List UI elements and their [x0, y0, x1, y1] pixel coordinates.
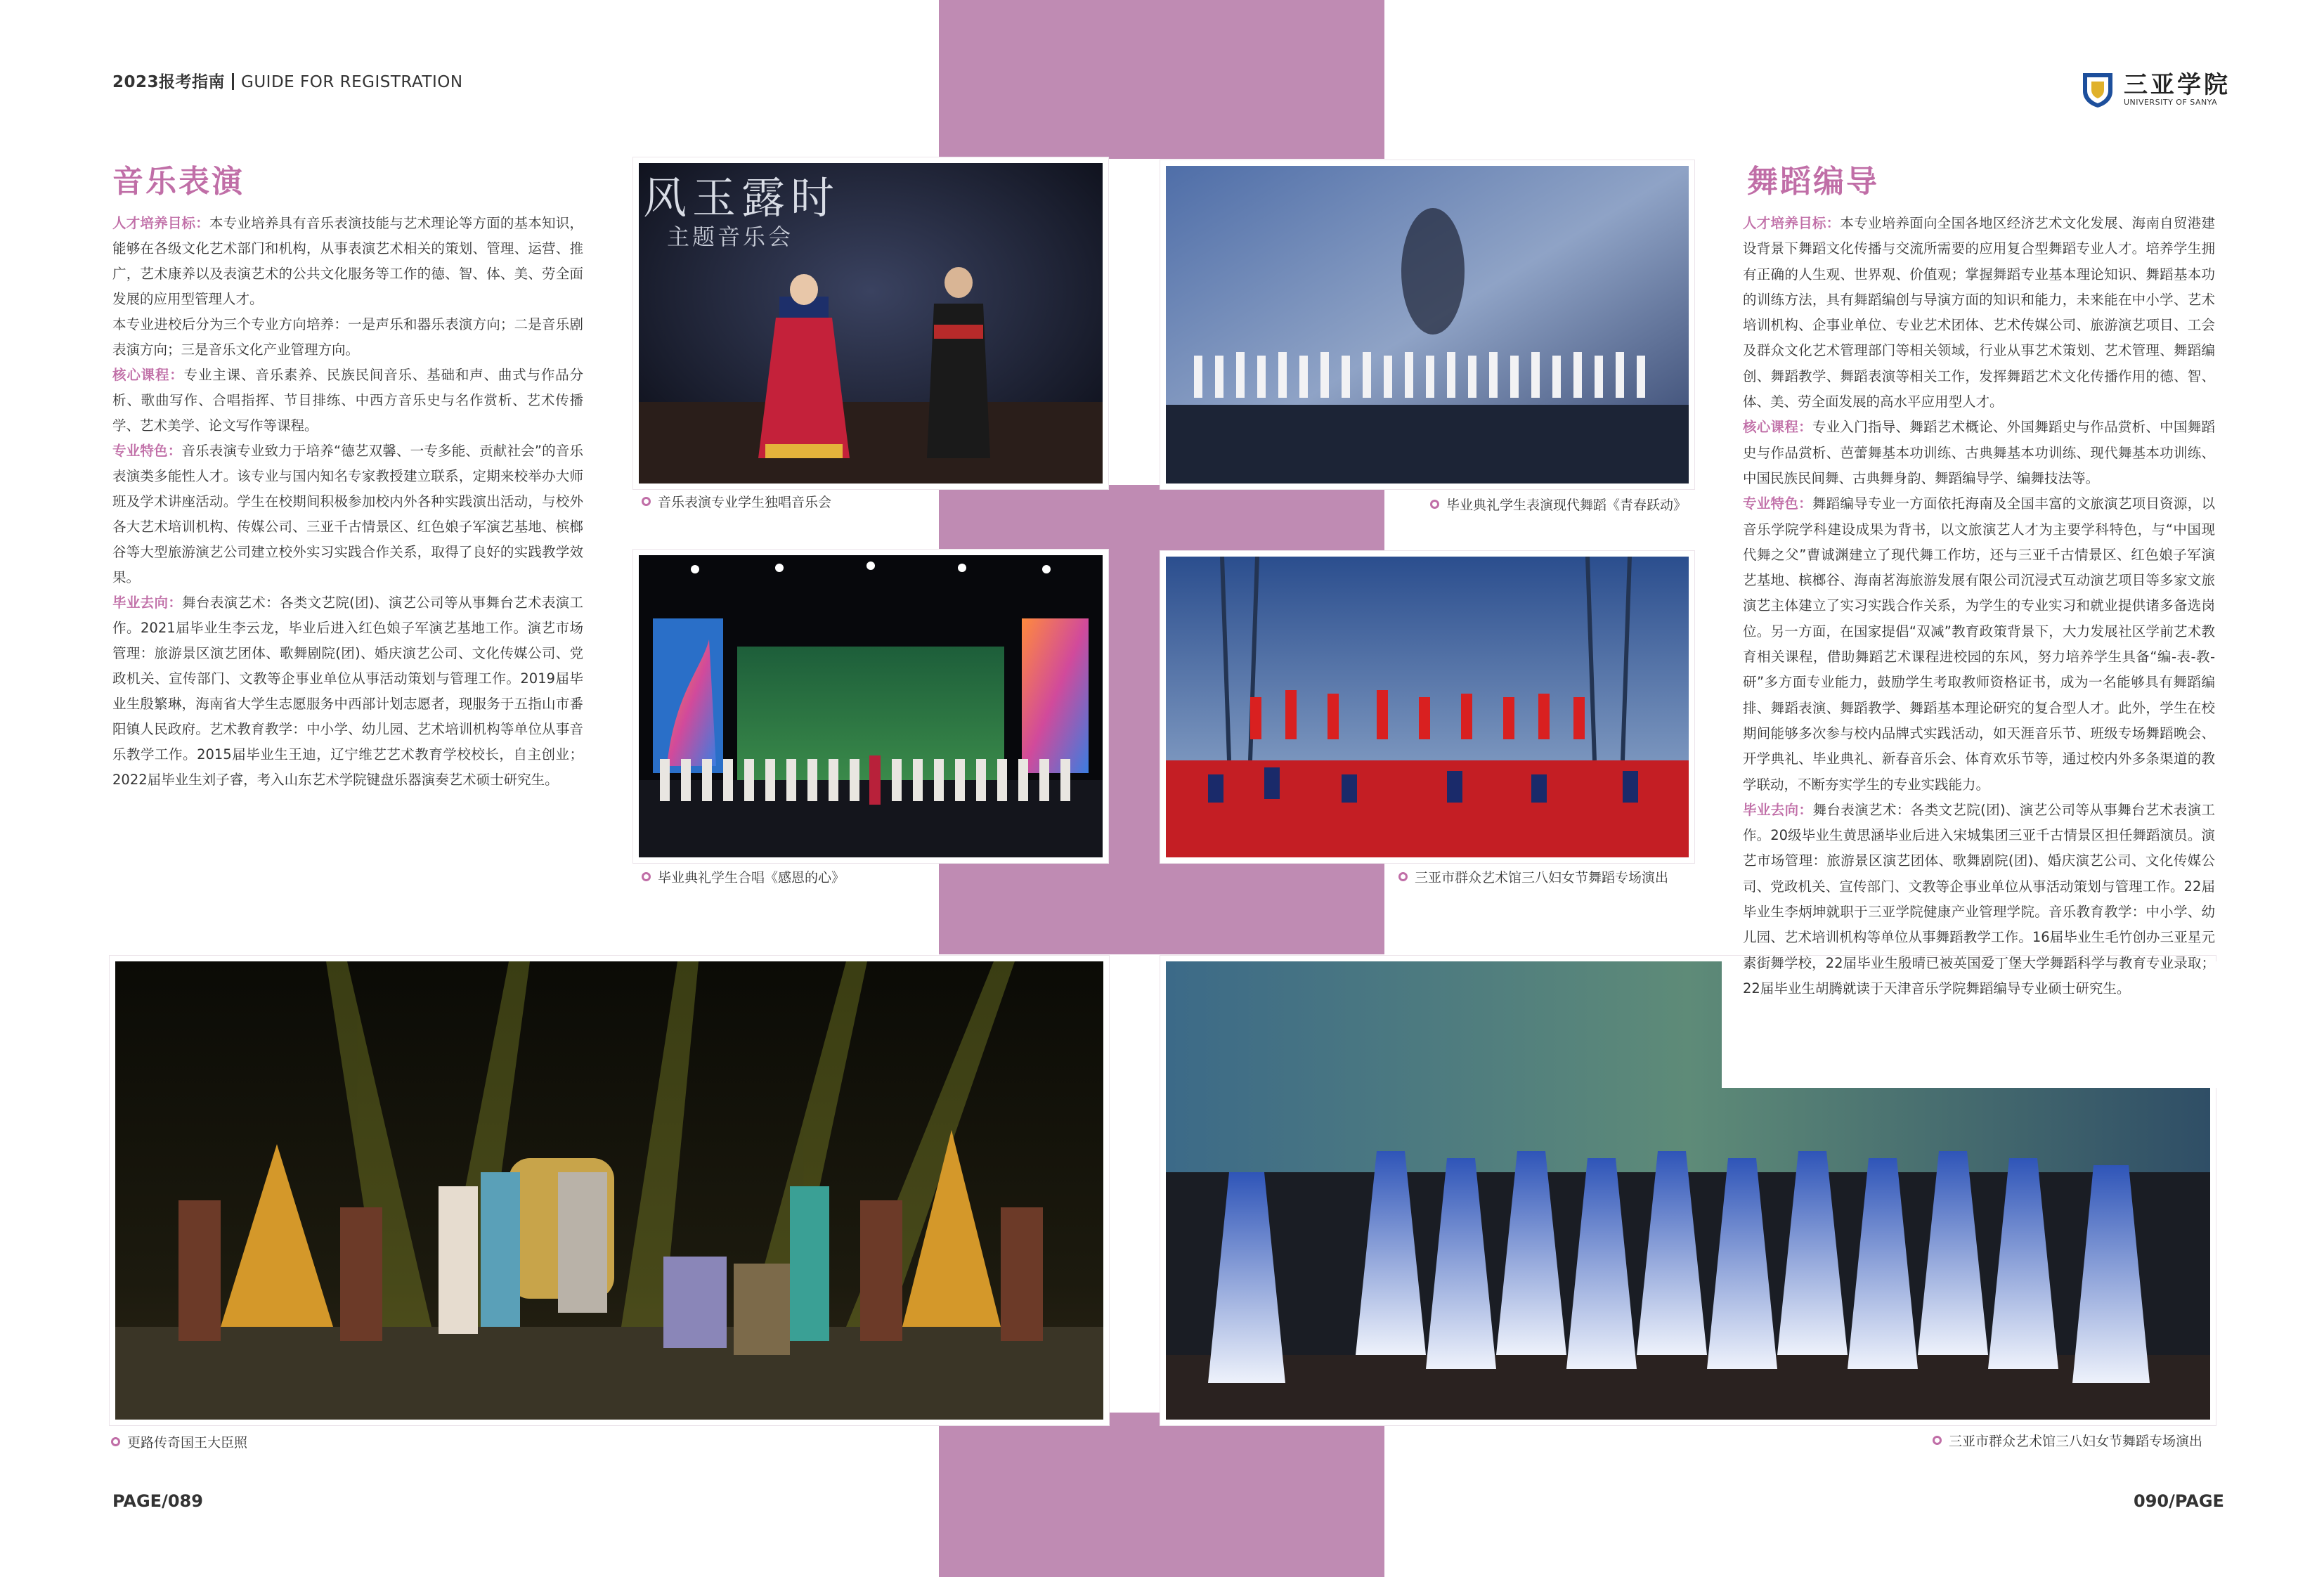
- concert-banner-title: 风玉露时: [643, 172, 840, 223]
- photo-modern-dance: [1166, 166, 1689, 484]
- page-number-left: PAGE/089: [112, 1491, 203, 1511]
- paragraph-label: 专业特色：: [1743, 495, 1812, 512]
- paragraph-text: 音乐表演专业致力于培养“德艺双馨、一专多能、贡献社会”的音乐表演类多能性人才。该专业与国内知名专家教授建立联系，定期来校举办大师班及学术讲座活动。学生在校期间积极参加校内外各种实践演出活动，与校外各大艺术培训机构、传媒公司、三亚千古情景区、红色娘子军演艺基地、槟榔谷等大型旅游演艺公司建立校外实习实践合作关系，取得了良好的实践教学效果。: [112, 443, 583, 585]
- paragraph-label: 专业特色：: [112, 443, 182, 459]
- logo-name-cn: 三亚学院: [2124, 70, 2231, 99]
- dance-section-title: 舞蹈编导: [1747, 164, 1879, 200]
- caption-text: 毕业典礼学生合唱《感恩的心》: [658, 870, 845, 885]
- page-header: [112, 69, 463, 92]
- header-divider: [232, 73, 234, 90]
- paragraph: [1743, 798, 2215, 1001]
- photo-drama: [115, 961, 1103, 1420]
- paragraph-label: 人才培养目标：: [1743, 215, 1841, 231]
- caption-text: 毕业典礼学生表演现代舞蹈《青春跃动》: [1446, 498, 1687, 513]
- music-section-title: 音乐表演: [112, 164, 245, 200]
- paragraph: [112, 363, 583, 439]
- paragraph-text: 本专业进校后分为三个专业方向培养：一是声乐和器乐表演方向；二是音乐剧表演方向；三是音乐文化产业管理方向。: [112, 316, 583, 358]
- caption-drama: [111, 1432, 247, 1451]
- paragraph: [1743, 491, 2215, 798]
- header-title-en: GUIDE FOR REGISTRATION: [241, 73, 463, 91]
- caption-womens-day-dance-2: [1933, 1431, 2202, 1450]
- paragraph-label: 人才培养目标：: [112, 215, 209, 231]
- paragraph-text: 舞蹈编导专业一方面依托海南及全国丰富的文旅演艺项目资源，以音乐学院学科建设成果为背书，以文旅演艺人才为主要学科特色，与“中国现代舞之父”曹诚渊建立了现代舞工作坊，还与三亚千古情景区、红色娘子军演艺基地、槟榔谷、海南茗海旅游发展有限公司沉浸式互动演艺项目等多家文旅演艺主体建立了实习实践合作关系，为学生的专业实习和就业提供诸多备选岗位。另一方面，在国家提倡“双减”教育政策背景下，大力发展社区学前艺术教育相关课程，借助舞蹈艺术课程进校园的东风，努力培养学生具备“编-表-教-研”多方面专业能力，鼓励学生考取教师资格证书，成为一名能够具有舞蹈编排、舞蹈表演、舞蹈教学、舞蹈基本理论研究的复合型人才。此外，学生在校期间能够多次参与校内品牌式实践活动，如天涯音乐节、班级专场舞蹈晚会、开学典礼、毕业典礼、新春音乐会、体育欢乐节等，通过校内外多条渠道的教学联动，不断夯实学生的专业实践能力。: [1743, 495, 2215, 793]
- paragraph-label: 毕业去向：: [1743, 801, 1813, 818]
- paragraph-label: 毕业去向：: [112, 595, 183, 611]
- caption-bullet-icon: [111, 1437, 120, 1446]
- center-band-bottom: [939, 1413, 1384, 1577]
- paragraph: [112, 312, 583, 363]
- paragraph-label: 核心课程：: [1743, 419, 1812, 436]
- caption-bullet-icon: [1398, 872, 1408, 881]
- caption-modern-dance: [1430, 495, 1687, 514]
- caption-text: 三亚市群众艺术馆三八妇女节舞蹈专场演出: [1415, 870, 1669, 885]
- caption-text: 音乐表演专业学生独唱音乐会: [658, 495, 832, 510]
- paragraph: [1743, 211, 2215, 415]
- music-section-body: [112, 211, 583, 793]
- paragraph-text: 专业入门指导、舞蹈艺术概论、外国舞蹈史与作品赏析、中国舞蹈史与作品赏析、芭蕾舞基本功训练、古典舞基本功训练、现代舞基本功训练、中国民族民间舞、古典舞身韵、舞蹈编导学、编舞技法等。: [1743, 419, 2215, 486]
- photo-choir: [639, 555, 1103, 857]
- photo-solo-concert: [639, 163, 1103, 484]
- logo-name-en: UNIVERSITY OF SANYA: [2124, 97, 2218, 107]
- paragraph-text: 舞台表演艺术：各类文艺院(团)、演艺公司等从事舞台艺术表演工作。2021届毕业生李云龙，毕业后进入红色娘子军演艺基地工作。演艺市场管理：旅游景区演艺团体、歌舞剧院(团)、婚庆演艺公司、文化传媒公司、党政机关、宣传部门、文教等企事业单位从事活动策划与管理工作。2019届毕业生殷繁琳，海南省大学生志愿服务中西部计划志愿者，现服务于五指山市番阳镇人民政府。艺术教育教学：中小学、幼儿园、艺术培训机构等单位从事音乐教学工作。2015届毕业生王迪，辽宁维艺艺术教育学校校长，自主创业；2022届毕业生刘子睿，考入山东艺术学院键盘乐器演奏艺术硕士研究生。: [112, 595, 583, 788]
- caption-text: 更路传奇国王大臣照: [127, 1435, 248, 1451]
- caption-solo-concert: [642, 492, 831, 511]
- header-title-cn: 2023报考指南: [112, 73, 226, 91]
- paragraph: [112, 211, 583, 312]
- paragraph-text: 本专业培养具有音乐表演技能与艺术理论等方面的基本知识，能够在各级文化艺术部门和机构，从事表演艺术相关的策划、管理、运营、推广，艺术康养以及表演艺术的公共文化服务等工作的德、智、体、美、劳全面发展的应用型管理人才。: [112, 215, 583, 307]
- caption-bullet-icon: [642, 872, 651, 881]
- paragraph-text: 专业主课、音乐素养、民族民间音乐、基础和声、曲式与作品分析、歌曲写作、合唱指挥、节目排练、中西方音乐史与名作赏析、艺术传播学、艺术美学、论文写作等课程。: [112, 367, 583, 434]
- caption-text: 三亚市群众艺术馆三八妇女节舞蹈专场演出: [1949, 1434, 2203, 1449]
- photo-womens-day-dance-1: [1166, 557, 1689, 857]
- caption-bullet-icon: [1430, 500, 1439, 509]
- paragraph: [112, 590, 583, 793]
- caption-womens-day-dance-1: [1398, 867, 1668, 886]
- paragraph-label: 核心课程：: [112, 367, 184, 383]
- concert-banner-subtitle: 主题音乐会: [667, 223, 794, 250]
- page-number-right: 090/PAGE: [2134, 1491, 2224, 1511]
- paragraph: [1743, 415, 2215, 491]
- university-crest-icon: [2080, 70, 2115, 108]
- paragraph-text: 舞台表演艺术：各类文艺院(团)、演艺公司等从事舞台艺术表演工作。20级毕业生黄思涵毕业后进入宋城集团三亚千古情景区担任舞蹈演员。演艺市场管理：旅游景区演艺团体、歌舞剧院(团)、婚庆演艺公司、文化传媒公司、党政机关、宣传部门、文教等企事业单位从事活动策划与管理工作。22届毕业生李炳坤就职于三亚学院健康产业管理学院。音乐教育教学：中小学、幼儿园、艺术培训机构等单位从事舞蹈教学工作。16届毕业生毛竹创办三亚星元素街舞学校，22届毕业生殷晴已被英国爱丁堡大学舞蹈科学与教育专业录取；22届毕业生胡腾就读于天津音乐学院舞蹈编导专业硕士研究生。: [1743, 801, 2215, 997]
- paragraph-text: 本专业培养面向全国各地区经济艺术文化发展、海南自贸港建设背景下舞蹈文化传播与交流所需要的应用复合型舞蹈专业人才。培养学生拥有正确的人生观、世界观、价值观；掌握舞蹈专业基本理论知识、舞蹈基本功的训练方法，具有舞蹈编创与导演方面的知识和能力，未来能在中小学、艺术培训机构、企事业单位、专业艺术团体、艺术传媒公司、旅游演艺项目、工会及群众文化艺术管理部门等相关领域，行业从事艺术策划、艺术管理、舞蹈编创、舞蹈教学、舞蹈表演等相关工作，发挥舞蹈艺术文化传播作用的德、智、体、美、劳全面发展的高水平应用型人才。: [1743, 215, 2215, 410]
- center-band-top: [939, 0, 1384, 159]
- caption-choir: [642, 867, 845, 886]
- university-logo: [2080, 70, 2231, 108]
- caption-bullet-icon: [642, 497, 651, 506]
- paragraph: [112, 439, 583, 590]
- caption-bullet-icon: [1933, 1436, 1942, 1445]
- dance-section-body: [1743, 211, 2215, 1001]
